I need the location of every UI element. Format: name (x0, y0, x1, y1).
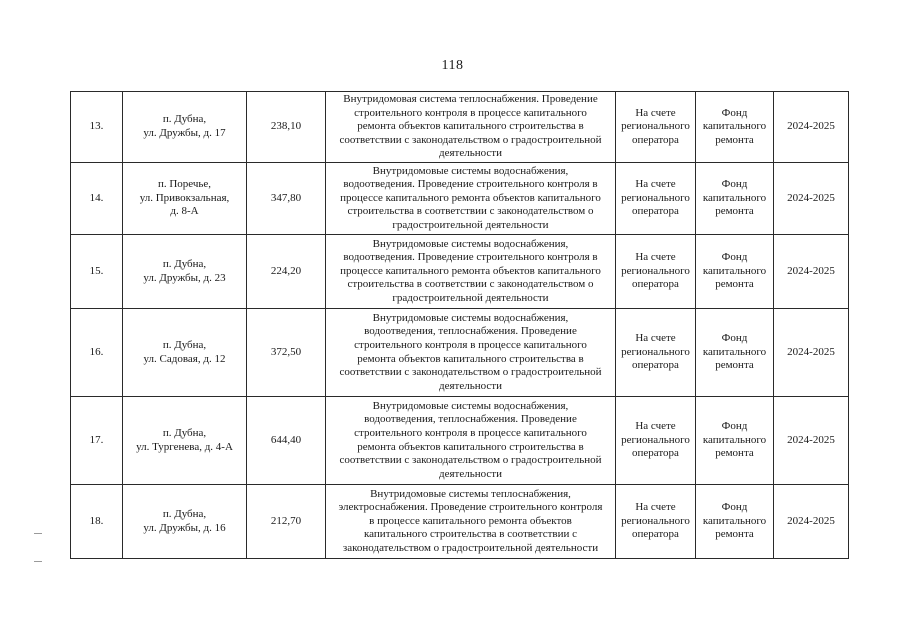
scan-edge-mark (34, 533, 42, 534)
area-cell: 372,50 (247, 309, 326, 397)
row-number: 17. (71, 397, 123, 485)
works-description-cell: Внутридомовая система теплоснабжения. Проведение строительного контроля в процессе капитального ремонта объектов капитального строительства в соответствии с законодательством о градостроительной деятельности (326, 92, 616, 163)
area-cell: 212,70 (247, 485, 326, 559)
address-cell: п. Поречье, ул. Привокзальная, д. 8-А (123, 163, 247, 235)
account-cell: На счете регионального оператора (616, 92, 696, 163)
account-cell: На счете регионального оператора (616, 309, 696, 397)
funding-source-cell: Фонд капитального ремонта (696, 397, 774, 485)
row-number: 16. (71, 309, 123, 397)
period-cell: 2024-2025 (774, 92, 849, 163)
area-cell: 644,40 (247, 397, 326, 485)
table-row (71, 235, 849, 309)
table-row (71, 397, 849, 485)
period-cell: 2024-2025 (774, 485, 849, 559)
funding-source-cell: Фонд капитального ремонта (696, 92, 774, 163)
address-cell: п. Дубна, ул. Тургенева, д. 4-А (123, 397, 247, 485)
scan-edge-mark (34, 561, 42, 562)
account-cell: На счете регионального оператора (616, 485, 696, 559)
funding-source-cell: Фонд капитального ремонта (696, 235, 774, 309)
address-cell: п. Дубна, ул. Дружбы, д. 23 (123, 235, 247, 309)
period-cell: 2024-2025 (774, 309, 849, 397)
row-number: 15. (71, 235, 123, 309)
page-number: 118 (441, 58, 464, 73)
table-row (71, 163, 849, 235)
period-cell: 2024-2025 (774, 397, 849, 485)
works-description-cell: Внутридомовые системы теплоснабжения, электроснабжения. Проведение строительного контроля в процессе капитального ремонта объектов капитального строительства в соответствии с законодательством о градостроительной деятельности (326, 485, 616, 559)
works-description-cell: Внутридомовые системы водоснабжения, водоотведения, теплоснабжения. Проведение строительного контроля в процессе капитального ремонта объектов капитального строительства в соответствии с законодательством о градостроительной деятельности (326, 309, 616, 397)
works-description-cell: Внутридомовые системы водоснабжения, водоотведения. Проведение строительного контроля в процессе капитального ремонта объектов капитального строительства в соответствии с законодательством о градостроительной деятельности (326, 163, 616, 235)
table-row (71, 309, 849, 397)
row-number: 13. (71, 92, 123, 163)
account-cell: На счете регионального оператора (616, 397, 696, 485)
address-cell: п. Дубна, ул. Садовая, д. 12 (123, 309, 247, 397)
period-cell: 2024-2025 (774, 235, 849, 309)
funding-source-cell: Фонд капитального ремонта (696, 163, 774, 235)
area-cell: 347,80 (247, 163, 326, 235)
account-cell: На счете регионального оператора (616, 163, 696, 235)
works-description-cell: Внутридомовые системы водоснабжения, водоотведения, теплоснабжения. Проведение строительного контроля в процессе капитального ремонта объектов капитального строительства в соответствии с законодательством о градостроительной деятельности (326, 397, 616, 485)
funding-source-cell: Фонд капитального ремонта (696, 309, 774, 397)
address-cell: п. Дубна, ул. Дружбы, д. 17 (123, 92, 247, 163)
account-cell: На счете регионального оператора (616, 235, 696, 309)
row-number: 14. (71, 163, 123, 235)
funding-source-cell: Фонд капитального ремонта (696, 485, 774, 559)
area-cell: 224,20 (247, 235, 326, 309)
period-cell: 2024-2025 (774, 163, 849, 235)
capital-repair-table (70, 91, 849, 559)
works-description-cell: Внутридомовые системы водоснабжения, водоотведения. Проведение строительного контроля в процессе капитального ремонта объектов капитального строительства в соответствии с законодательством о градостроительной деятельности (326, 235, 616, 309)
table-row (71, 485, 849, 559)
table-row (71, 92, 849, 163)
area-cell: 238,10 (247, 92, 326, 163)
address-cell: п. Дубна, ул. Дружбы, д. 16 (123, 485, 247, 559)
row-number: 18. (71, 485, 123, 559)
